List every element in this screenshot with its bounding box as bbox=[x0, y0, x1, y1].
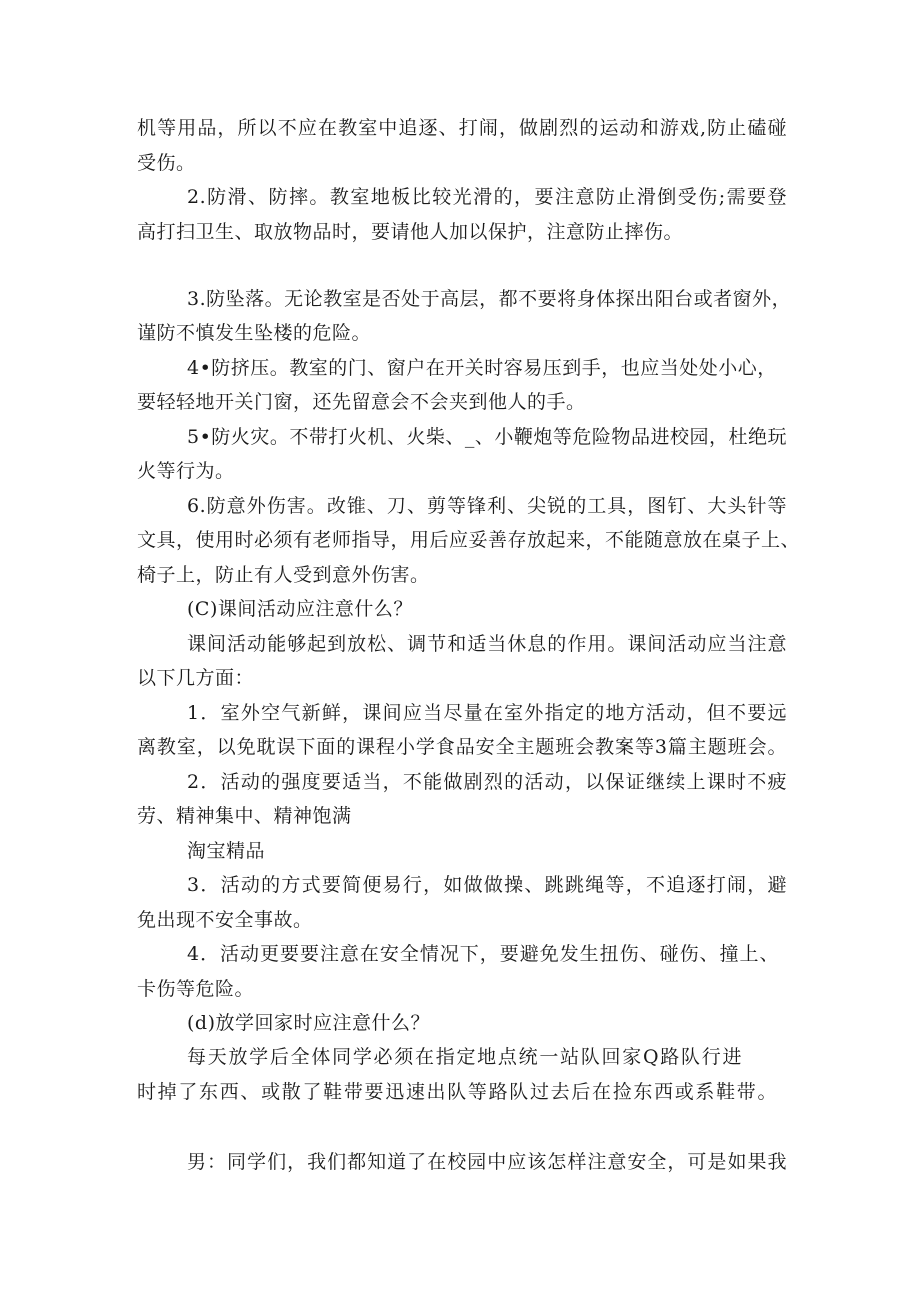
text-line: 4•防挤压。教室的门、窗户在开关时容易压到手，也应当处处小心， bbox=[187, 357, 777, 379]
text-line: 机等用品，所以不应在教室中追逐、打闹，做剧烈的运动和游戏,防止磕碰 bbox=[137, 117, 787, 139]
text-line: 4．活动更要要注意在安全情况下，要避免发生扭伤、碰伤、撞上、 bbox=[187, 943, 779, 965]
text-line: 以下几方面： bbox=[137, 667, 255, 689]
text-line: 要轻轻地开关门窗，还先留意会不会夹到他人的手。 bbox=[137, 391, 586, 413]
text-line: 3.防坠落。无论教室是否处于高层，都不要将身体探出阳台或者窗外， bbox=[187, 288, 792, 310]
text-line: 每天放学后全体同学必须在指定地点统一站队回家Q路队行进 bbox=[187, 1046, 742, 1068]
text-line: 1．室外空气新鲜，课间应当尽量在室外指定的地方活动，但不要远 bbox=[187, 702, 787, 724]
text-line: 时掉了东西、或散了鞋带要迅速出队等路队过去后在捡东西或系鞋带。 bbox=[137, 1081, 777, 1103]
text-line: 男：同学们，我们都知道了在校园中应该怎样注意安全，可是如果我 bbox=[187, 1151, 787, 1173]
text-line: 劳、精神集中、精神饱满 bbox=[137, 805, 352, 827]
text-line: 文具，使用时必须有老师指导，用后应妥善存放起来，不能随意放在桌子上、 bbox=[137, 529, 801, 551]
text-line: 受伤。 bbox=[137, 152, 196, 174]
text-line: 卡伤等危险。 bbox=[137, 978, 255, 1000]
text-line: 高打扫卫生、取放物品时，要请他人加以保护，注意防止摔伤。 bbox=[137, 221, 684, 243]
section-heading: (d)放学回家时应注意什么？ bbox=[187, 1012, 430, 1034]
text-line: 离教室，以免耽误下面的课程小学食品安全主题班会教案等3篇主题班会。 bbox=[137, 736, 787, 758]
section-heading: (C)课间活动应注意什么？ bbox=[187, 598, 413, 620]
text-line: 3．活动的方式要简便易行，如做做操、跳跳绳等，不追逐打闹，避 bbox=[187, 874, 787, 896]
text-line: 2.防滑、防摔。教室地板比较光滑的，要注意防止滑倒受伤;需要登 bbox=[187, 186, 787, 208]
text-line: 2．活动的强度要适当，不能做剧烈的活动，以保证继续上课时不疲 bbox=[187, 771, 787, 793]
text-line: 火等行为。 bbox=[137, 460, 235, 482]
text-line: 5•防火灾。不带打火机、火柴、_、小鞭炮等危险物品进校园，杜绝玩 bbox=[187, 426, 787, 448]
text-line: 免出现不安全事故。 bbox=[137, 909, 313, 931]
text-line: 谨防不慎发生坠楼的危险。 bbox=[137, 322, 372, 344]
text-line: 6.防意外伤害。改锥、刀、剪等锋利、尖锐的工具，图钉、大头针等 bbox=[187, 495, 787, 517]
text-line: 淘宝精品 bbox=[187, 840, 266, 862]
text-line: 课间活动能够起到放松、调节和适当休息的作用。课间活动应当注意 bbox=[187, 633, 787, 655]
text-line: 椅子上，防止有人受到意外伤害。 bbox=[137, 564, 430, 586]
